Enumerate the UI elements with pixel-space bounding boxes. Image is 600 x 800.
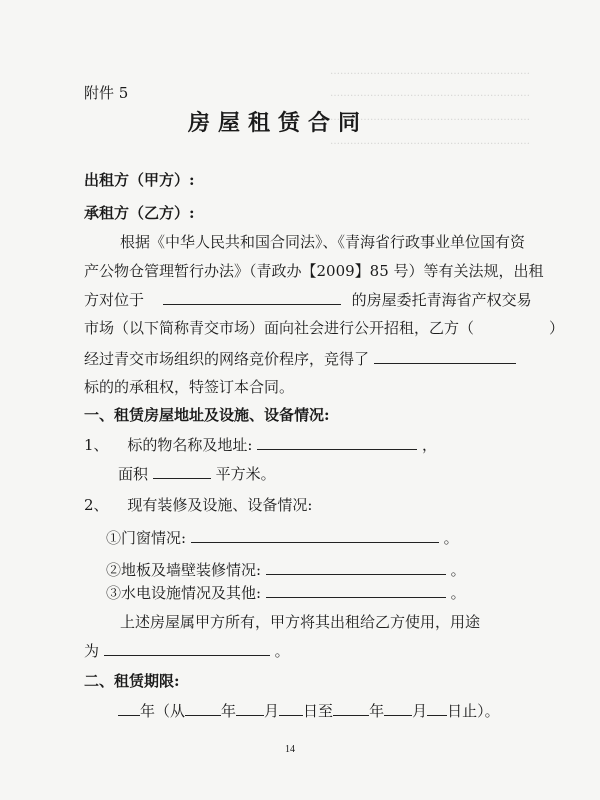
floor-wall-blank[interactable]	[266, 559, 446, 575]
lessor-label: 出租方（甲方）:	[84, 171, 195, 189]
usage-blank[interactable]	[104, 640, 270, 656]
bleed-through: ……………………………………………………	[330, 88, 530, 99]
end-day-blank[interactable]	[427, 700, 447, 716]
door-window-label: ①门窗情况:	[106, 529, 187, 547]
intro-line-3-end: 的房屋委托青海省产权交易	[351, 291, 532, 309]
document-title: 房屋租赁合同	[188, 110, 369, 136]
bleed-through: ……………………………………………………	[330, 66, 530, 77]
item-2	[84, 495, 312, 515]
door-window-blank[interactable]	[191, 527, 439, 543]
item-2-number: 2、	[84, 496, 109, 514]
location-blank[interactable]	[163, 289, 341, 305]
page-number: 14	[285, 744, 295, 755]
item-1	[84, 434, 437, 455]
intro-line-1: 根据《中华人民共和国合同法》、《青海省行政事业单位国有资	[120, 233, 526, 251]
utilities-blank[interactable]	[266, 582, 446, 598]
period-text-3: 月	[264, 702, 280, 720]
period-text-5: 年	[369, 702, 385, 720]
lessee-label: 承租方（乙方）:	[84, 204, 195, 222]
utilities-period: 。	[450, 584, 466, 602]
target-blank[interactable]	[374, 348, 516, 364]
area-line	[118, 463, 276, 484]
intro-line-6: 标的的承租权，特签订本合同。	[84, 378, 295, 396]
intro-line-4: 市场（以下简称青交市场）面向社会进行公开招租，乙方（ ）	[84, 319, 565, 337]
item-1-comma: ，	[421, 436, 437, 454]
lease-period-line	[118, 700, 500, 721]
floor-wall-period: 。	[450, 561, 466, 579]
period-text-1: 年（从	[140, 702, 186, 720]
end-year-blank[interactable]	[333, 700, 369, 716]
bleed-through: ……………………………………………………	[330, 136, 530, 147]
item-1-label: 标的物名称及地址:	[127, 436, 253, 454]
intro-line-5	[84, 348, 516, 369]
intro-line-3-start: 方对位于	[84, 291, 145, 309]
start-day-blank[interactable]	[279, 700, 303, 716]
attachment-label: 附件 5	[84, 84, 129, 102]
item-2-label: 现有装修及设施、设备情况:	[127, 496, 313, 514]
address-blank[interactable]	[257, 434, 417, 450]
door-window-line	[106, 527, 459, 548]
area-label: 面积	[118, 465, 149, 483]
item-1-number: 1、	[84, 436, 109, 454]
period-text-4: 日至	[303, 702, 334, 720]
period-text-6: 月	[412, 702, 428, 720]
usage-suffix: 。	[274, 642, 290, 660]
intro-line-5-start: 经过青交市场组织的网络竞价程序，竞得了	[84, 350, 370, 368]
period-text-7: 日止）。	[447, 702, 500, 720]
usage-line-1: 上述房屋属甲方所有，甲方将其出租给乙方使用，用途	[120, 613, 481, 631]
intro-line-3	[84, 289, 532, 310]
floor-wall-label: ②地板及墙壁装修情况:	[106, 561, 262, 579]
start-month-blank[interactable]	[236, 700, 264, 716]
bleed-through: ……………………………………………………	[330, 112, 530, 123]
years-blank[interactable]	[118, 700, 140, 716]
utilities-label: ③水电设施情况及其他:	[106, 584, 262, 602]
period-text-2: 年	[221, 702, 237, 720]
section-1-heading: 一、租赁房屋地址及设施、设备情况:	[84, 406, 330, 424]
area-unit: 平方米。	[215, 465, 276, 483]
start-year-blank[interactable]	[185, 700, 221, 716]
end-month-blank[interactable]	[384, 700, 412, 716]
intro-line-2: 产公物仓管理暂行办法》（青政办【2009】85 号）等有关法规，出租	[84, 262, 544, 280]
area-blank[interactable]	[153, 463, 211, 479]
door-window-period: 。	[443, 529, 459, 547]
section-2-heading: 二、租赁期限:	[84, 672, 180, 690]
usage-line-2	[84, 640, 290, 661]
floor-wall-line	[106, 559, 466, 580]
utilities-line	[106, 582, 466, 603]
usage-prefix: 为	[84, 642, 100, 660]
